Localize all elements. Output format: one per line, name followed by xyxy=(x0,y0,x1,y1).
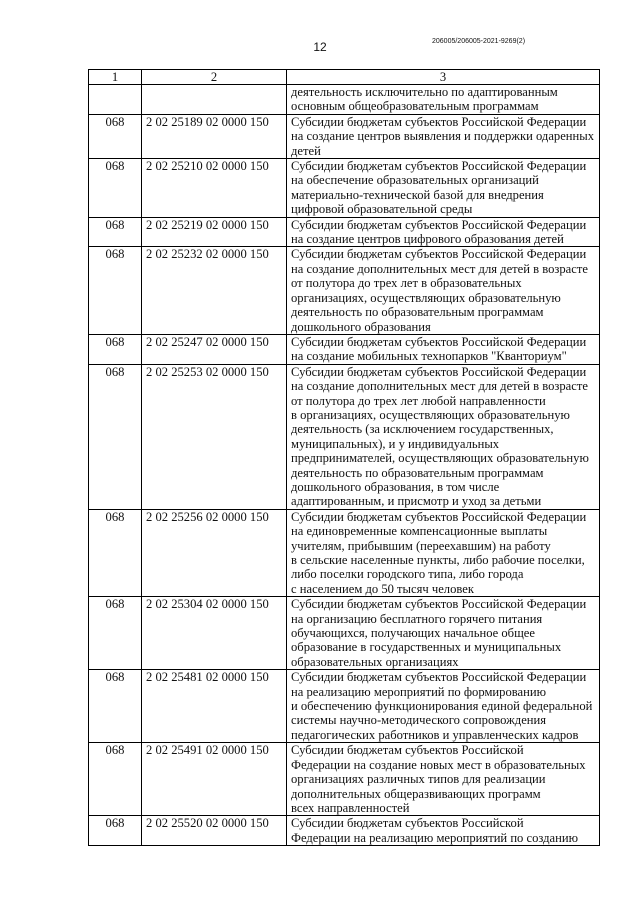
description-line: и обеспечению функционирования единой федеральной xyxy=(291,699,593,714)
budget-code-cell: 2 02 25256 02 0000 150 xyxy=(142,509,287,596)
table-row xyxy=(89,743,600,816)
description-line: организациях различных типов для реализации xyxy=(291,772,546,787)
table-row xyxy=(89,509,600,596)
description-line: образовательных организациях xyxy=(291,654,459,669)
description-line: Субсидии бюджетам субъектов Российской Федерации xyxy=(291,114,587,129)
description-line: от полутора до трех лет любой направленности xyxy=(291,393,546,408)
description-line: образование в государственных и муниципальных xyxy=(291,640,562,655)
admin-code-cell: 068 xyxy=(89,509,142,596)
description-line: на организацию бесплатного горячего питания xyxy=(291,611,543,626)
description-line: Субсидии бюджетам субъектов Российской Федерации xyxy=(291,509,587,524)
table-row xyxy=(89,364,600,509)
budget-code-cell: 2 02 25232 02 0000 150 xyxy=(142,247,287,334)
table-row xyxy=(89,217,600,247)
budget-code-cell xyxy=(142,85,287,115)
table-header-row xyxy=(89,70,600,85)
description-line: дошкольного образования, в том числе xyxy=(291,479,500,494)
admin-code-cell: 068 xyxy=(89,217,142,247)
description-line: в сельские населенные пункты, либо рабочие поселки, xyxy=(291,553,585,567)
budget-code-cell: 2 02 25491 02 0000 150 xyxy=(142,743,287,816)
description-line: адаптированным, и присмотр и уход за детьми xyxy=(291,494,542,509)
table-row xyxy=(89,816,600,846)
admin-code-cell: 068 xyxy=(89,816,142,846)
description-line: деятельность исключительно по адаптированным xyxy=(291,85,558,99)
description-cell xyxy=(287,743,600,816)
description-line: системы научно-методического сопровождения xyxy=(291,713,547,728)
admin-code-cell: 068 xyxy=(89,334,142,364)
budget-code-cell: 2 02 25210 02 0000 150 xyxy=(142,159,287,218)
admin-code-cell: 068 xyxy=(89,159,142,218)
description-line: Субсидии бюджетам субъектов Российской Федерации xyxy=(291,670,587,685)
description-line: Субсидии бюджетам субъектов Российской Федерации xyxy=(291,159,587,174)
table-row xyxy=(89,114,600,158)
description-line: педагогических работников и управленческих кадров xyxy=(291,727,579,742)
budget-code-cell: 2 02 25481 02 0000 150 xyxy=(142,670,287,743)
budget-code-cell: 2 02 25520 02 0000 150 xyxy=(142,816,287,846)
budget-code-cell: 2 02 25189 02 0000 150 xyxy=(142,114,287,158)
column-header-2: 2 xyxy=(142,70,287,85)
description-line: всех направленностей xyxy=(291,800,410,815)
admin-code-cell: 068 xyxy=(89,743,142,816)
description-line: предпринимателей, осуществляющих образовательную xyxy=(291,451,589,466)
description-line: на единовременные компенсационные выплаты xyxy=(291,524,548,539)
description-line: Субсидии бюджетам субъектов Российской Федерации xyxy=(291,364,587,379)
budget-code-cell: 2 02 25253 02 0000 150 xyxy=(142,364,287,509)
description-cell xyxy=(287,85,600,115)
description-line: с населением до 50 тысяч человек xyxy=(291,581,474,596)
budget-code-cell: 2 02 25219 02 0000 150 xyxy=(142,217,287,247)
description-line: на реализацию мероприятий по формированию xyxy=(291,684,547,699)
description-line: Субсидии бюджетам субъектов Российской Федерации xyxy=(291,217,587,232)
description-line: Федерации на создание новых мест в образовательных xyxy=(291,757,586,772)
budget-code-cell: 2 02 25247 02 0000 150 xyxy=(142,334,287,364)
description-line: либо поселки городского типа, либо города xyxy=(291,567,524,582)
description-line: обучающихся, получающих начальное общее xyxy=(291,626,535,641)
description-line: на создание мобильных технопарков "Кванториум" xyxy=(291,349,567,364)
description-line: деятельность по образовательным программам xyxy=(291,465,544,480)
description-cell xyxy=(287,670,600,743)
description-line: Федерации на реализацию мероприятий по созданию xyxy=(291,830,579,845)
description-cell xyxy=(287,334,600,364)
description-line: дошкольного образования xyxy=(291,319,431,334)
description-line: деятельность (за исключением государственных, xyxy=(291,422,554,437)
table-row xyxy=(89,159,600,218)
description-line: основным общеобразовательным программам xyxy=(291,99,539,114)
description-line: от полутора до трех лет в образовательных xyxy=(291,276,522,291)
table-row xyxy=(89,670,600,743)
description-cell xyxy=(287,114,600,158)
description-cell xyxy=(287,364,600,509)
description-line: муниципальных), и у индивидуальных xyxy=(291,436,500,451)
admin-code-cell: 068 xyxy=(89,597,142,670)
description-line: в организациях, осуществляющих образовательную xyxy=(291,407,570,422)
description-line: на обеспечение образовательных организаций xyxy=(291,173,539,188)
revenue-code-table xyxy=(88,69,600,846)
page-number: 12 xyxy=(313,40,327,54)
column-header-3: 3 xyxy=(287,70,600,85)
document-code: 206005/206005-2021-9269(2) xyxy=(432,38,526,45)
table-row xyxy=(89,85,600,115)
description-line: учителям, прибывшим (переехавшим) на работу xyxy=(291,538,551,553)
description-line: деятельность по образовательным программам xyxy=(291,305,544,320)
admin-code-cell: 068 xyxy=(89,670,142,743)
description-cell xyxy=(287,247,600,334)
description-cell xyxy=(287,597,600,670)
admin-code-cell: 068 xyxy=(89,114,142,158)
column-header-1: 1 xyxy=(89,70,142,85)
description-line: Субсидии бюджетам субъектов Российской Федерации xyxy=(291,597,587,612)
description-line: Субсидии бюджетам субъектов Российской Федерации xyxy=(291,247,587,262)
description-line: детей xyxy=(291,143,321,158)
description-cell xyxy=(287,816,600,846)
description-line: на создание центров цифрового образования детей xyxy=(291,232,564,247)
admin-code-cell: 068 xyxy=(89,364,142,509)
description-line: Субсидии бюджетам субъектов Российской xyxy=(291,743,524,758)
description-cell xyxy=(287,159,600,218)
table-row xyxy=(89,247,600,334)
description-line: Субсидии бюджетам субъектов Российской xyxy=(291,816,524,831)
description-cell xyxy=(287,509,600,596)
description-line: на создание дополнительных мест для детей в возрасте xyxy=(291,379,588,394)
description-line: организациях, осуществляющих образовательную xyxy=(291,290,561,305)
description-cell xyxy=(287,217,600,247)
budget-code-cell: 2 02 25304 02 0000 150 xyxy=(142,597,287,670)
description-line: цифровой образовательной среды xyxy=(291,202,473,217)
description-line: дополнительных общеразвивающих программ xyxy=(291,786,541,801)
description-line: на создание центров выявления и поддержки одаренных xyxy=(291,129,595,144)
admin-code-cell: 068 xyxy=(89,247,142,334)
table-body xyxy=(89,85,600,846)
table-row xyxy=(89,597,600,670)
description-line: Субсидии бюджетам субъектов Российской Федерации xyxy=(291,334,587,349)
table-row xyxy=(89,334,600,364)
description-line: на создание дополнительных мест для детей в возрасте xyxy=(291,261,588,276)
admin-code-cell xyxy=(89,85,142,115)
description-line: материально-технической базой для внедрения xyxy=(291,187,544,202)
